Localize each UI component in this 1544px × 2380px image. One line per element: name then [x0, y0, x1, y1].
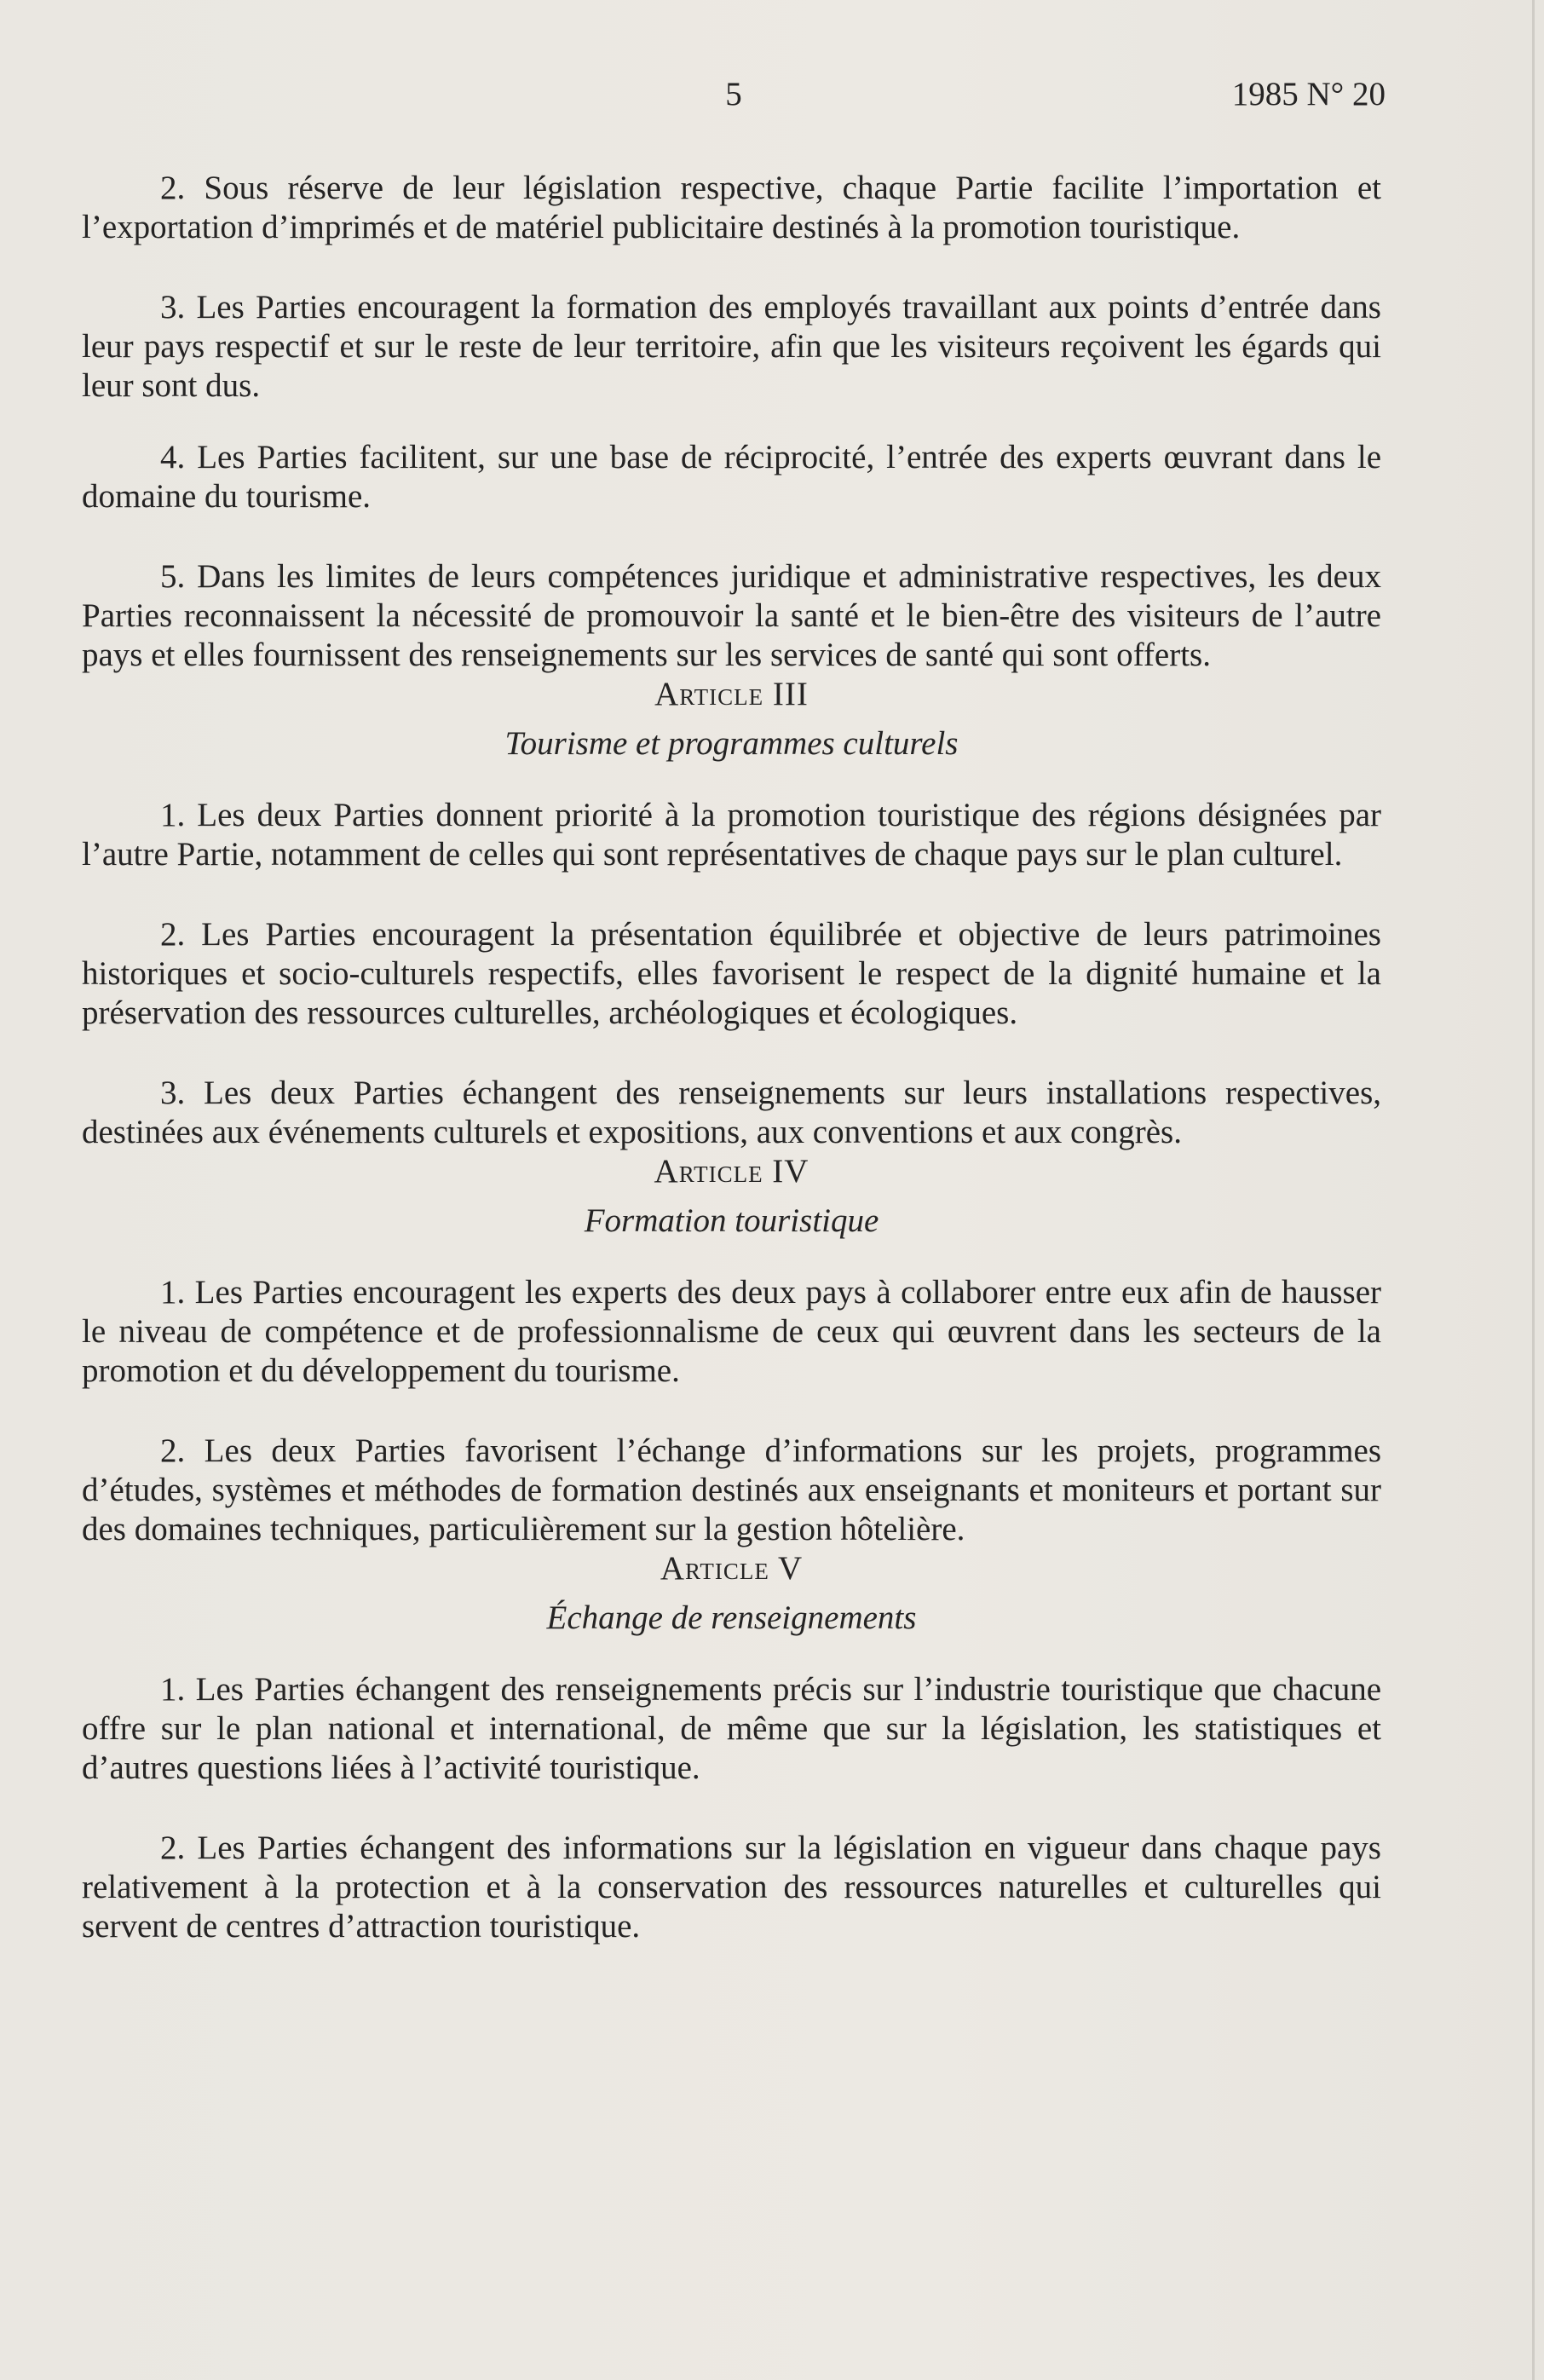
- paragraph-3: 3. Les Parties encouragent la formation des employés travaillant aux points d’entrée dans leur pays respectif et sur le reste de leur territoire, afin que les visiteurs reçoivent les égards qui leur sont dus.: [82, 289, 1381, 404]
- article-iv-subtitle: Formation touristique: [584, 1202, 879, 1239]
- article-iii-heading: Article III: [654, 676, 809, 712]
- page-number: 5: [725, 76, 742, 112]
- article-iii-paragraph-3: 3. Les deux Parties échangent des renseignements sur leurs installations respectives, destinées aux événements culturels et expositions, aux conventions et aux congrès.: [82, 1075, 1381, 1150]
- article-v-paragraph-2: 2. Les Parties échangent des informations sur la législation en vigueur dans chaque pays relativement à la protection et à la conservation des ressources naturelles et culturelles qui servent de centres d’attraction touristique.: [82, 1830, 1381, 1945]
- paragraph-2: 2. Sous réserve de leur législation respective, chaque Partie facilite l’importation et l’exportation d’imprimés et de matériel publicitaire destinés à la promotion touristique.: [82, 170, 1381, 245]
- paragraph-4: 4. Les Parties facilitent, sur une base de réciprocité, l’entrée des experts œuvrant dans le domaine du tourisme.: [82, 439, 1381, 515]
- article-v-subtitle: Échange de renseignements: [546, 1599, 917, 1636]
- article-iii-paragraph-1: 1. Les deux Parties donnent priorité à la promotion touristique des régions désignées par l’autre Partie, notamment de celles qui sont représentatives de chaque pays sur le plan culturel.: [82, 797, 1381, 873]
- article-v-paragraph-1: 1. Les Parties échangent des renseignements précis sur l’industrie touristique que chacune offre sur le plan national et international, de même que sur la législation, les statistiques et d’autres questions liées à l’activité touristique.: [82, 1671, 1381, 1786]
- page-header: [82, 75, 1386, 118]
- paragraph-5: 5. Dans les limites de leurs compétences juridique et administrative respectives, les deux Parties reconnaissent la nécessité de promouvoir la santé et le bien-être des visiteurs de l’autre pays et elles fournissent des renseignements sur les services de santé qui sont offerts.: [82, 558, 1381, 673]
- article-v-heading: Article V: [660, 1550, 804, 1587]
- article-iii-subtitle: Tourisme et programmes culturels: [504, 725, 959, 762]
- page-edge-shadow: [1532, 0, 1535, 2380]
- article-iv-paragraph-2: 2. Les deux Parties favorisent l’échange d’informations sur les projets, programmes d’études, systèmes et méthodes de formation destinés aux enseignants et moniteurs et portant sur des domaines techniques, particulièrement sur la gestion hôtelière.: [82, 1432, 1381, 1547]
- article-iii-paragraph-2: 2. Les Parties encouragent la présentation équilibrée et objective de leurs patrimoines historiques et socio-culturels respectifs, elles favorisent le respect de la dignité humaine et la préservation des ressources culturelles, archéologiques et écologiques.: [82, 916, 1381, 1031]
- article-iv-paragraph-1: 1. Les Parties encouragent les experts des deux pays à collaborer entre eux afin de hausser le niveau de compétence et de professionnalisme de ceux qui œuvrent dans les secteurs de la promotion et du développement du tourisme.: [82, 1274, 1381, 1389]
- document-reference: 1985 N° 20: [1231, 76, 1386, 112]
- document-body: [82, 169, 1381, 1946]
- article-iv-heading: Article IV: [654, 1153, 809, 1190]
